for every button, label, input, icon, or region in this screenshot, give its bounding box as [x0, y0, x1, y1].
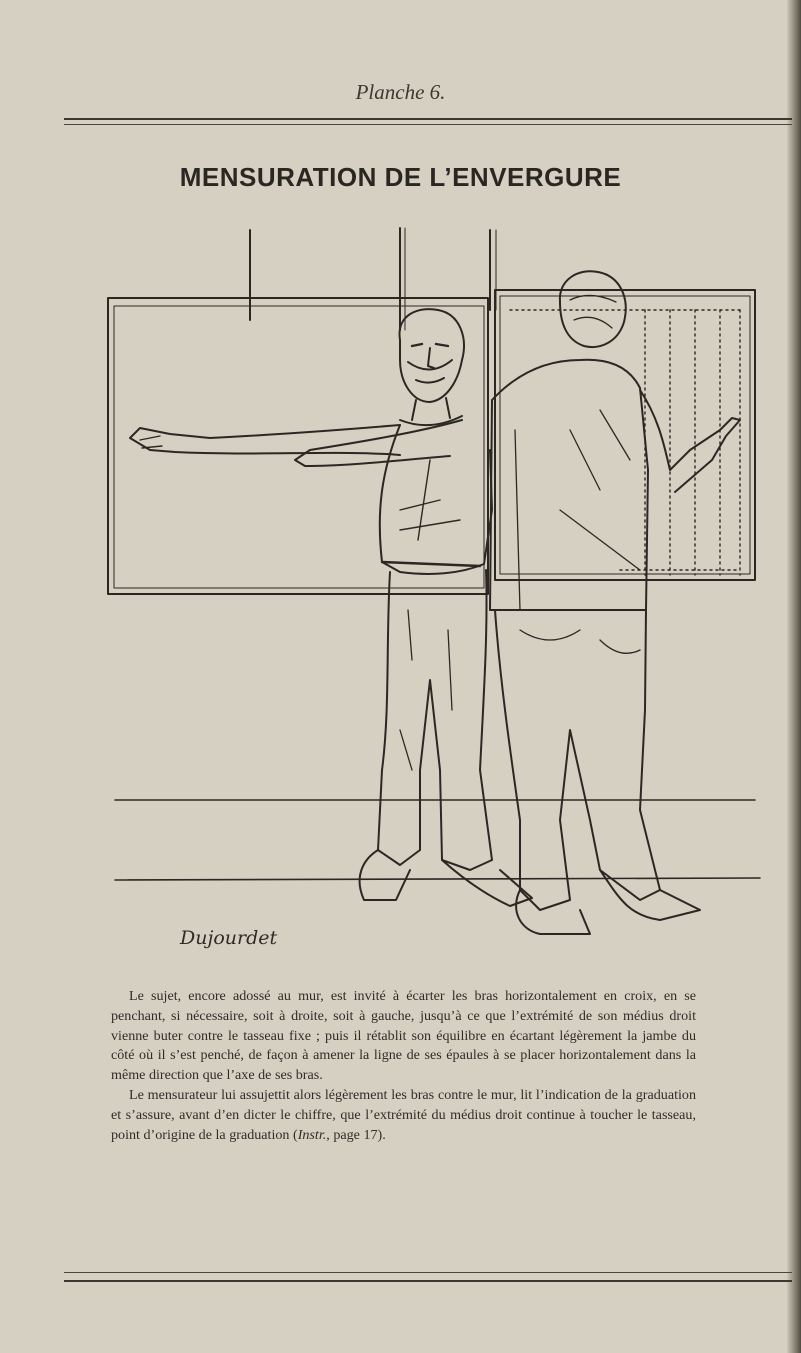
- instruction-reference: Instr.: [297, 1126, 327, 1143]
- page-heading: MENSURATION DE L’ENVERGURE: [179, 162, 622, 192]
- artist-signature: [178, 922, 278, 952]
- caption-paragraph-2-tail: , page 17).: [326, 1126, 386, 1143]
- floor-lines: [115, 800, 760, 880]
- plate-title: Planche 6.: [355, 80, 446, 104]
- caption-paragraph-1: Le sujet, encore adossé au mur, est invité à écarter les bras horizontalement en croix, en se penchant, si nécessaire, soit à droite, soit à gauche, jusqu’à ce que l’extrémité de son médius droit vienne buter contre le tasseau fixe ; puis il rétablit son équilibre en écartant légèrement la jambe du côté où il s’est penché, de façon à amener la ligne de ses épaules à se placer horizontalement dans la même direction que l’axe de ses bras.: [111, 988, 696, 1084]
- wall-posts: [250, 228, 496, 330]
- measurer-figure: [490, 271, 740, 934]
- illustration-envergure: [100, 210, 790, 950]
- artist-signature-text: Dujourdet: [180, 927, 278, 949]
- subject-figure: [130, 309, 532, 906]
- caption-text: [111, 987, 696, 1145]
- graduated-measuring-board: [495, 290, 755, 580]
- left-wall-board: [108, 298, 488, 594]
- caption-paragraph-2: [111, 1086, 696, 1145]
- caption-paragraph-2-lead: Le mensurateur lui assujettit alors légèrement les bras contre le mur, lit l’indication de la graduation et s’assure, avant d’en dicter le chiffre, que l’extrémité du médius droit continue à toucher le tasseau, point d’origine de la graduation (: [111, 1086, 696, 1143]
